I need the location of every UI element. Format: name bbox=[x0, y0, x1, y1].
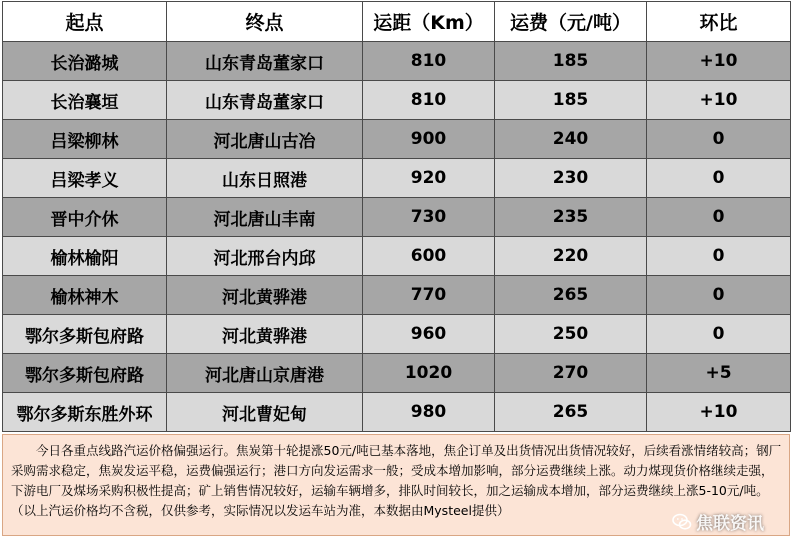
origin-cell: 榆林榆阳 bbox=[3, 237, 167, 276]
origin-cell: 晋中介休 bbox=[3, 198, 167, 237]
distance-cell: 920 bbox=[363, 159, 495, 198]
header-freight: 运费（元/吨） bbox=[495, 2, 647, 42]
destination-cell: 河北唐山京唐港 bbox=[167, 354, 363, 393]
origin-cell: 吕梁柳林 bbox=[3, 120, 167, 159]
change-cell: +10 bbox=[647, 393, 791, 432]
table-row bbox=[3, 237, 791, 276]
wechat-icon bbox=[672, 512, 692, 532]
distance-cell: 600 bbox=[363, 237, 495, 276]
distance-cell: 770 bbox=[363, 276, 495, 315]
origin-cell: 吕梁孝义 bbox=[3, 159, 167, 198]
header-origin: 起点 bbox=[3, 2, 167, 42]
freight-cell: 270 bbox=[495, 354, 647, 393]
table-header-row bbox=[3, 2, 791, 42]
header-destination: 终点 bbox=[167, 2, 363, 42]
change-cell: 0 bbox=[647, 315, 791, 354]
destination-cell: 山东青岛董家口 bbox=[167, 81, 363, 120]
freight-cell: 240 bbox=[495, 120, 647, 159]
distance-cell: 980 bbox=[363, 393, 495, 432]
change-cell: +10 bbox=[647, 42, 791, 81]
change-cell: 0 bbox=[647, 159, 791, 198]
distance-cell: 730 bbox=[363, 198, 495, 237]
origin-cell: 鄂尔多斯包府路 bbox=[3, 315, 167, 354]
destination-cell: 河北黄骅港 bbox=[167, 276, 363, 315]
table-row bbox=[3, 42, 791, 81]
table-row bbox=[3, 393, 791, 432]
destination-cell: 河北唐山古冶 bbox=[167, 120, 363, 159]
origin-cell: 榆林神木 bbox=[3, 276, 167, 315]
change-cell: +5 bbox=[647, 354, 791, 393]
table-row bbox=[3, 315, 791, 354]
watermark-text: 焦联资讯 bbox=[696, 514, 764, 534]
destination-cell: 河北邢台内邱 bbox=[167, 237, 363, 276]
table-row bbox=[3, 198, 791, 237]
destination-cell: 河北唐山丰南 bbox=[167, 198, 363, 237]
freight-cell: 220 bbox=[495, 237, 647, 276]
origin-cell: 长治潞城 bbox=[3, 42, 167, 81]
market-commentary-note: 今日各重点线路汽运价格偏强运行。焦炭第十轮提涨50元/吨已基本落地，焦企订单及出货情况出货情况较好，后续看涨情绪较高；钢厂采购需求稳定，焦炭发运平稳，运费偏强运行；港口方向发运需求一般；受成本增加影响，部分运费继续上涨。动力煤现货价格继续走强，下游电厂及煤场采购积极性提高；矿上销售情况较好，运输车辆增多，排队时间较长，加之运输成本增加，部分运费继续上涨5-10元/吨。（以上汽运价格均不含税，仅供参考，实际情况以发运车站为准，本数据由Mysteel提供） bbox=[2, 434, 790, 536]
distance-cell: 810 bbox=[363, 42, 495, 81]
freight-rate-table bbox=[2, 1, 791, 432]
table-row bbox=[3, 120, 791, 159]
freight-cell: 265 bbox=[495, 276, 647, 315]
origin-cell: 长治襄垣 bbox=[3, 81, 167, 120]
table-row bbox=[3, 159, 791, 198]
change-cell: 0 bbox=[647, 120, 791, 159]
change-cell: 0 bbox=[647, 276, 791, 315]
freight-cell: 250 bbox=[495, 315, 647, 354]
table-row bbox=[3, 81, 791, 120]
destination-cell: 河北曹妃甸 bbox=[167, 393, 363, 432]
header-distance: 运距（Km） bbox=[363, 2, 495, 42]
freight-cell: 235 bbox=[495, 198, 647, 237]
change-cell: +10 bbox=[647, 81, 791, 120]
freight-cell: 185 bbox=[495, 42, 647, 81]
change-cell: 0 bbox=[647, 198, 791, 237]
freight-cell: 265 bbox=[495, 393, 647, 432]
distance-cell: 810 bbox=[363, 81, 495, 120]
table-row bbox=[3, 276, 791, 315]
destination-cell: 山东青岛董家口 bbox=[167, 42, 363, 81]
distance-cell: 1020 bbox=[363, 354, 495, 393]
change-cell: 0 bbox=[647, 237, 791, 276]
table-row bbox=[3, 354, 791, 393]
origin-cell: 鄂尔多斯包府路 bbox=[3, 354, 167, 393]
distance-cell: 960 bbox=[363, 315, 495, 354]
distance-cell: 900 bbox=[363, 120, 495, 159]
destination-cell: 河北黄骅港 bbox=[167, 315, 363, 354]
watermark bbox=[672, 509, 764, 534]
origin-cell: 鄂尔多斯东胜外环 bbox=[3, 393, 167, 432]
destination-cell: 山东日照港 bbox=[167, 159, 363, 198]
freight-cell: 185 bbox=[495, 81, 647, 120]
freight-cell: 230 bbox=[495, 159, 647, 198]
header-change: 环比 bbox=[647, 2, 791, 42]
